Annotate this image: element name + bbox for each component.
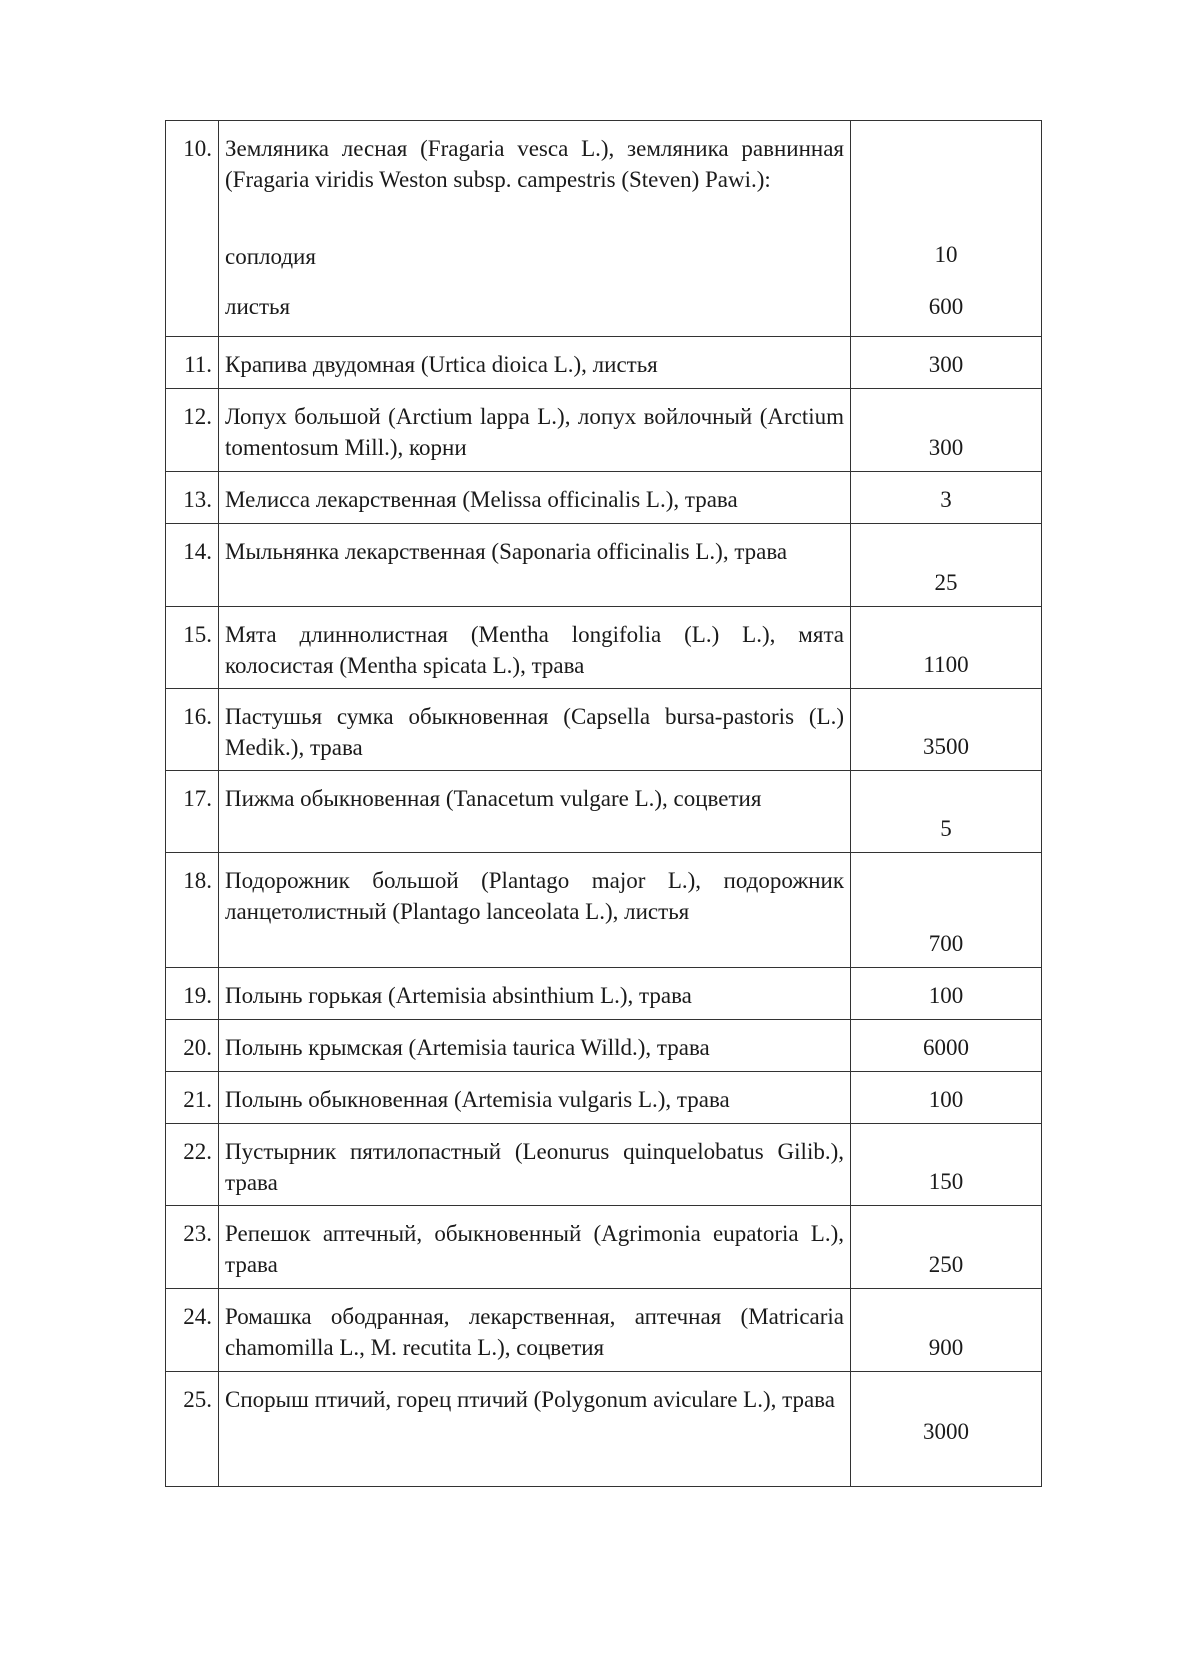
table-row [166, 524, 1042, 607]
table-row [166, 607, 1042, 689]
quantity: 700 [851, 853, 1042, 968]
table-row [166, 1372, 1042, 1487]
quantity: 300 [851, 337, 1042, 389]
table-row [166, 1072, 1042, 1124]
plant-name: Полынь крымская (Artemisia taurica Willd.), трава [219, 1020, 851, 1072]
plant-name: Ромашка ободранная, лекарственная, аптечная (Matricaria chamomilla L., M. recutita L.), соцветия [219, 1289, 851, 1372]
subitem-label: соплодия [225, 244, 316, 269]
table-row [166, 1020, 1042, 1072]
quantity: 5 [851, 771, 1042, 853]
plant-name: Пастушья сумка обыкновенная (Capsella bursa-pastoris (L.) Medik.), трава [219, 689, 851, 771]
table-row [166, 472, 1042, 524]
table-row [166, 121, 1042, 337]
plant-name: Спорыш птичий, горец птичий (Polygonum aviculare L.), трава [219, 1372, 851, 1487]
plant-name: Мелисса лекарственная (Melissa officinalis L.), трава [219, 472, 851, 524]
table-row [166, 389, 1042, 472]
quantity: 3 [851, 472, 1042, 524]
plant-name: Крапива двудомная (Urtica dioica L.), листья [219, 337, 851, 389]
table-row [166, 337, 1042, 389]
row-number: 20. [166, 1020, 219, 1072]
row-number: 18. [166, 853, 219, 968]
table-row [166, 968, 1042, 1020]
table-row [166, 1289, 1042, 1372]
plant-name: Мята длиннолистная (Mentha longifolia (L.) L.), мята колосистая (Mentha spicata L.), трава [219, 607, 851, 689]
row-number: 16. [166, 689, 219, 771]
table-row [166, 771, 1042, 853]
row-number: 17. [166, 771, 219, 853]
plant-name: Мыльнянка лекарственная (Saponaria officinalis L.), трава [219, 524, 851, 607]
plant-name: Подорожник большой (Plantago major L.), подорожник ланцетолистный (Plantago lanceolata L.), листья [219, 853, 851, 968]
row-number: 21. [166, 1072, 219, 1124]
table-row [166, 1124, 1042, 1206]
plants-table [165, 120, 1042, 1487]
plant-name: Земляника лесная (Fragaria vesca L.), земляника равнинная (Fragaria viridis Weston subsp. campestris (Steven) Pawi.): [225, 136, 844, 192]
row-number: 11. [166, 337, 219, 389]
row-number: 10. [166, 121, 219, 337]
plant-name: Репешок аптечный, обыкновенный (Agrimonia eupatoria L.), трава [219, 1206, 851, 1289]
plant-name: Полынь горькая (Artemisia absinthium L.), трава [219, 968, 851, 1020]
quantity: 100 [851, 968, 1042, 1020]
row-number: 22. [166, 1124, 219, 1206]
row-number: 14. [166, 524, 219, 607]
plant-name-cell [219, 121, 851, 337]
plant-name: Пижма обыкновенная (Tanacetum vulgare L.), соцветия [219, 771, 851, 853]
subitem-label: листья [225, 294, 291, 319]
quantity: 100 [851, 1072, 1042, 1124]
row-number: 19. [166, 968, 219, 1020]
table-row [166, 1206, 1042, 1289]
quantity: 1100 [851, 607, 1042, 689]
row-number: 13. [166, 472, 219, 524]
table-row [166, 853, 1042, 968]
quantity: 250 [851, 1206, 1042, 1289]
subitem-quantity: 600 [928, 294, 964, 319]
plant-name: Пустырник пятилопастный (Leonurus quinquelobatus Gilib.), трава [219, 1124, 851, 1206]
table-row [166, 689, 1042, 771]
row-number: 15. [166, 607, 219, 689]
quantity: 900 [851, 1289, 1042, 1372]
row-number: 23. [166, 1206, 219, 1289]
row-number: 12. [166, 389, 219, 472]
quantity: 300 [851, 389, 1042, 472]
quantity: 3500 [851, 689, 1042, 771]
plant-name: Лопух большой (Arctium lappa L.), лопух войлочный (Arctium tomentosum Mill.), корни [219, 389, 851, 472]
row-number: 25. [166, 1372, 219, 1487]
row-number: 24. [166, 1289, 219, 1372]
quantity: 150 [851, 1124, 1042, 1206]
quantity: 25 [851, 524, 1042, 607]
subitem-quantity: 10 [934, 242, 958, 267]
quantity: 3000 [851, 1372, 1042, 1487]
plant-name: Полынь обыкновенная (Artemisia vulgaris L.), трава [219, 1072, 851, 1124]
quantity-cell [851, 121, 1042, 337]
quantity: 6000 [851, 1020, 1042, 1072]
